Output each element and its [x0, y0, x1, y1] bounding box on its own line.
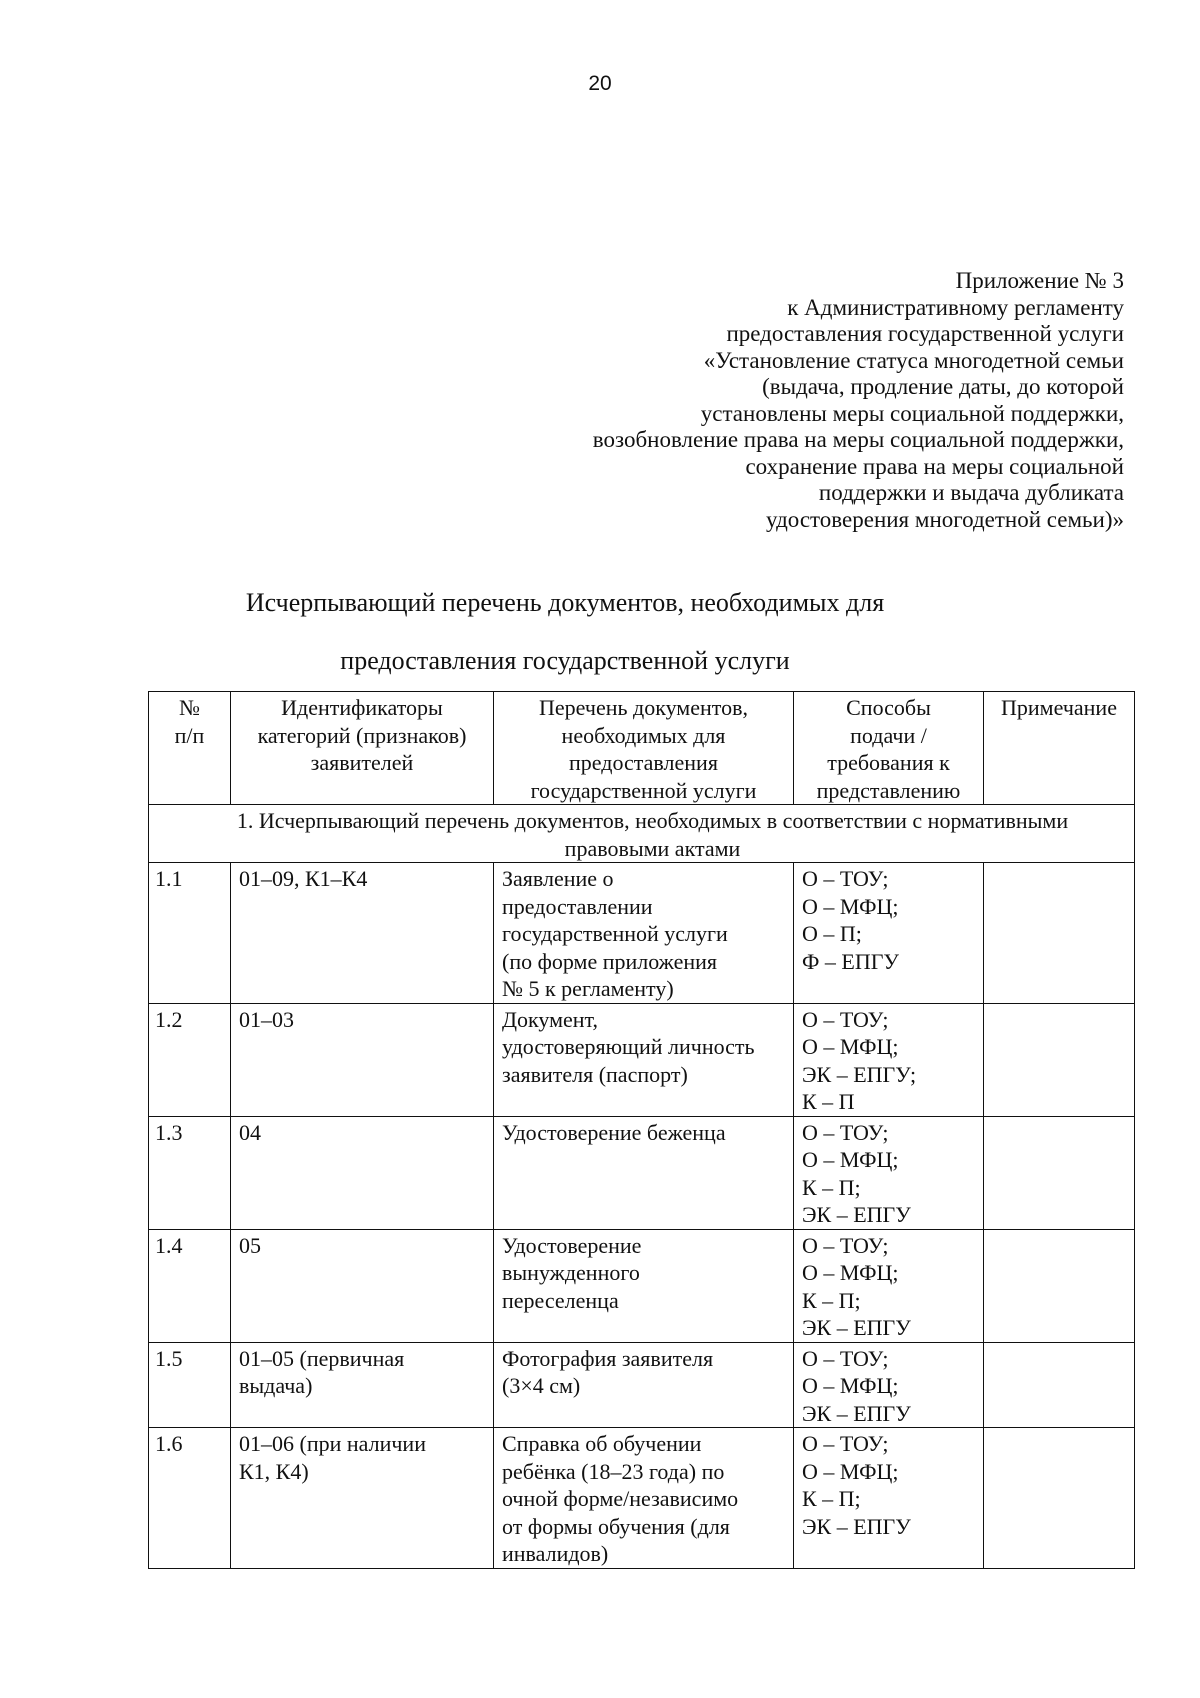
document-name-line: Фотография заявителя — [502, 1345, 714, 1371]
document-name — [494, 1116, 794, 1229]
submission-methods — [794, 1428, 984, 1569]
submission-methods-line: О – МФЦ; — [802, 893, 899, 919]
submission-methods-line: ЭК – ЕПГУ — [802, 1400, 911, 1426]
section-line: правовыми актами — [564, 835, 741, 861]
submission-methods-line: К – П; — [802, 1174, 861, 1200]
table-rows — [149, 863, 1135, 1569]
document-name-line: Справка об обучении — [502, 1431, 702, 1456]
header-number — [149, 692, 231, 805]
submission-methods-line: О – ТОУ; — [802, 1431, 889, 1456]
row-note — [984, 1003, 1135, 1116]
document-name-line: вынужденного — [502, 1260, 640, 1285]
applicant-identifiers-line: 01–06 (при наличии — [239, 1431, 426, 1456]
submission-methods-line: О – МФЦ; — [802, 1034, 899, 1059]
submission-methods-line: О – МФЦ; — [802, 1458, 899, 1484]
row-number: 1.6 — [149, 1428, 231, 1569]
document-name — [494, 1342, 794, 1428]
document-name-line: Документ, — [502, 1006, 599, 1032]
document-name — [494, 863, 794, 1004]
document-name-line: Удостоверение — [502, 1232, 642, 1258]
submission-methods — [794, 1229, 984, 1342]
applicant-identifiers-line: 01–03 — [239, 1006, 294, 1032]
submission-methods-line: К – П; — [802, 1287, 861, 1313]
submission-methods — [794, 1003, 984, 1116]
submission-methods-line: О – ТОУ; — [802, 1345, 889, 1371]
submission-methods-line: ЭК – ЕПГУ — [802, 1513, 911, 1539]
header-line: подачи / — [850, 722, 927, 748]
applicant-identifiers — [231, 1003, 494, 1116]
submission-methods-line: О – МФЦ; — [802, 1147, 899, 1172]
header-line: представлению — [816, 777, 961, 803]
applicant-identifiers-line: К1, К4) — [239, 1458, 309, 1484]
document-name — [494, 1229, 794, 1342]
row-note — [984, 1116, 1135, 1229]
submission-methods-line: ЭК – ЕПГУ; — [802, 1061, 917, 1087]
submission-methods-line: О – П; — [802, 921, 862, 946]
header-identifiers — [231, 692, 494, 805]
header-line: № — [179, 695, 200, 720]
submission-methods-line: К – П; — [802, 1486, 861, 1511]
appendix-line: Приложение № 3 — [955, 268, 1124, 293]
section-row — [149, 805, 1135, 863]
section-line: 1. Исчерпывающий перечень документов, необходимых в соответствии с нормативными — [236, 808, 1069, 833]
document-name-line: инвалидов) — [502, 1541, 609, 1566]
row-number: 1.2 — [149, 1003, 231, 1116]
header-line: требования к — [827, 750, 950, 775]
document-name-line: заявителя (паспорт) — [502, 1061, 688, 1087]
header-line: Идентификаторы — [281, 695, 443, 720]
row-number: 1.3 — [149, 1116, 231, 1229]
submission-methods-line: О – ТОУ; — [802, 1232, 889, 1258]
document-name-line: государственной услуги — [502, 921, 728, 946]
table-row — [149, 1342, 1135, 1428]
appendix-line: возобновление права на меры социальной поддержки, — [592, 427, 1124, 452]
header-line: государственной услуги — [530, 777, 757, 803]
appendix-line: (выдача, продление даты, до которой — [762, 374, 1124, 399]
submission-methods-line: О – ТОУ; — [802, 1119, 889, 1145]
header-line: необходимых для — [561, 722, 726, 748]
row-note — [984, 863, 1135, 1004]
submission-methods-line: ЭК – ЕПГУ — [802, 1315, 911, 1340]
submission-methods-line: Ф – ЕПГУ — [802, 948, 900, 974]
document-name-line: переселенца — [502, 1287, 619, 1313]
table-row — [149, 863, 1135, 1004]
applicant-identifiers-line: 01–09, К1–К4 — [239, 866, 368, 891]
documents-table — [148, 691, 1135, 1569]
row-number: 1.5 — [149, 1342, 231, 1428]
section-heading — [149, 805, 1135, 863]
appendix-line: предоставления государственной услуги — [726, 321, 1124, 346]
document-name-line: № 5 к регламенту) — [502, 976, 674, 1001]
table-row — [149, 1116, 1135, 1229]
document-name-line: (3×4 см) — [502, 1373, 581, 1398]
applicant-identifiers-line: выдача) — [239, 1373, 313, 1398]
row-note — [984, 1342, 1135, 1428]
header-line: Способы — [846, 695, 931, 720]
applicant-identifiers — [231, 1116, 494, 1229]
table-header-row — [149, 692, 1135, 805]
document-name — [494, 1003, 794, 1116]
header-line: предоставления — [569, 750, 718, 775]
applicant-identifiers — [231, 1342, 494, 1428]
document-name-line: предоставлении — [502, 893, 653, 919]
header-line: Примечание — [1001, 695, 1117, 720]
table-row — [149, 1003, 1135, 1116]
row-number: 1.1 — [149, 863, 231, 1004]
applicant-identifiers-line: 01–05 (первичная — [239, 1345, 405, 1371]
header-line: Перечень документов, — [539, 695, 748, 720]
applicant-identifiers — [231, 863, 494, 1004]
appendix-line: сохранение права на меры социальной — [745, 453, 1124, 479]
title-line-1: Исчерпывающий перечень документов, необходимых для — [245, 588, 885, 617]
submission-methods-line: О – ТОУ; — [802, 1006, 889, 1032]
row-number: 1.4 — [149, 1229, 231, 1342]
appendix-line: «Установление статуса многодетной семьи — [703, 347, 1124, 373]
document-name-line: (по форме приложения — [502, 948, 718, 974]
submission-methods-line: К – П — [802, 1089, 855, 1114]
header-documents — [494, 692, 794, 805]
submission-methods — [794, 1116, 984, 1229]
document-name-line: Удостоверение беженца — [502, 1119, 726, 1145]
document-name-line: ребёнка (18–23 года) по — [502, 1458, 725, 1484]
title-line-2: предоставления государственной услуги — [340, 646, 790, 675]
document-name — [494, 1428, 794, 1569]
document-name-line: от формы обучения (для — [502, 1513, 730, 1539]
appendix-line: поддержки и выдача дубликата — [818, 480, 1124, 505]
submission-methods-line: ЭК – ЕПГУ — [802, 1202, 911, 1227]
applicant-identifiers-line: 05 — [239, 1232, 261, 1258]
appendix-line: к Административному регламенту — [787, 294, 1124, 320]
document-name-line: Заявление о — [502, 866, 614, 891]
header-line: заявителей — [310, 750, 414, 775]
table-row — [149, 1428, 1135, 1569]
row-note — [984, 1428, 1135, 1569]
row-note — [984, 1229, 1135, 1342]
applicant-identifiers — [231, 1229, 494, 1342]
applicant-identifiers — [231, 1428, 494, 1569]
submission-methods-line: О – МФЦ; — [802, 1373, 899, 1398]
applicant-identifiers-line: 04 — [239, 1119, 261, 1145]
header-line: п/п — [174, 722, 205, 748]
appendix-heading — [484, 268, 1124, 533]
submission-methods-line: О – ТОУ; — [802, 866, 889, 891]
submission-methods — [794, 863, 984, 1004]
submission-methods-line: О – МФЦ; — [802, 1260, 899, 1285]
submission-methods — [794, 1342, 984, 1428]
document-name-line: удостоверяющий личность — [502, 1034, 755, 1059]
document-name-line: очной форме/независимо — [502, 1486, 739, 1511]
page-number: 20 — [588, 72, 612, 95]
table-row — [149, 1229, 1135, 1342]
header-methods — [794, 692, 984, 805]
header-note — [984, 692, 1135, 805]
appendix-line: установлены меры социальной поддержки, — [700, 400, 1124, 426]
header-line: категорий (признаков) — [257, 722, 467, 748]
appendix-line: удостоверения многодетной семьи)» — [766, 506, 1124, 532]
